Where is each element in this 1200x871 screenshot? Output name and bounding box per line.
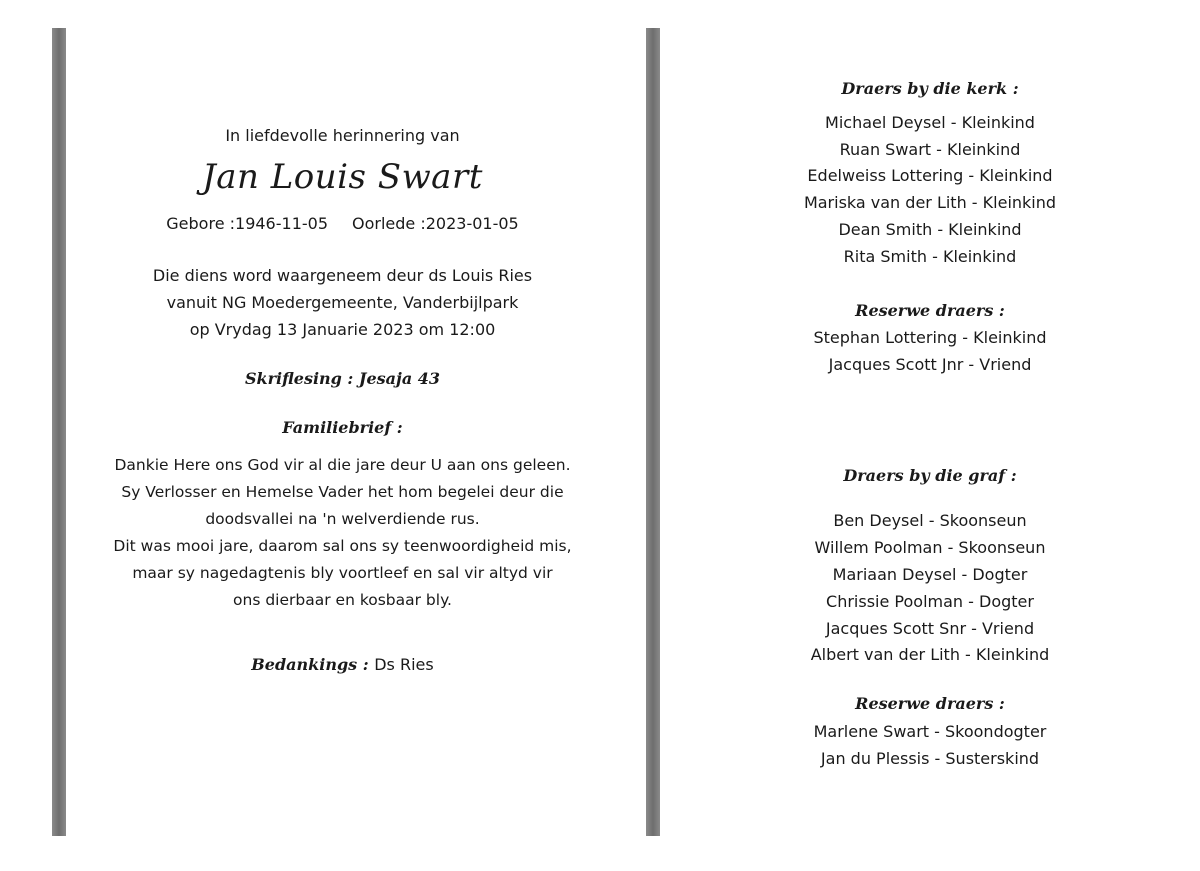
church-reserve-bearer: Stephan Lottering - Kleinkind [813, 328, 1047, 347]
grave-bearer: Jacques Scott Snr - Vriend [825, 619, 1035, 638]
letter-line-6: ons dierbaar en kosbaar bly. [233, 591, 452, 609]
letter-heading: Familiebrief : [282, 418, 403, 437]
born-date: 1946-11-05 [235, 214, 328, 233]
church-reserve-bearer: Jacques Scott Jnr - Vriend [828, 355, 1032, 374]
died-label: Oorlede : [352, 214, 426, 233]
service-line-1: Die diens word waargeneem deur ds Louis Ries [152, 266, 533, 285]
church-bearers-heading: Draers by die kerk : [841, 79, 1019, 98]
grave-reserve-heading: Reserwe draers : [855, 694, 1005, 713]
church-bearer: Ruan Swart - Kleinkind [839, 140, 1021, 159]
church-bearer: Michael Deysel - Kleinkind [825, 113, 1035, 132]
right-page [600, 0, 1200, 871]
born-label: Gebore : [166, 214, 236, 233]
thanks-heading: Bedankings : [251, 655, 375, 674]
grave-reserve-bearer: Marlene Swart - Skoondogter [813, 722, 1047, 741]
letter-line-3: doodsvallei na 'n welverdiende rus. [205, 510, 480, 528]
letter-line-1: Dankie Here ons God vir al die jare deur U aan ons geleen. [114, 456, 571, 474]
church-reserve-heading: Reserwe draers : [855, 301, 1005, 320]
letter-line-2: Sy Verlosser en Hemelse Vader het hom begelei deur die [121, 483, 564, 501]
deceased-name: Jan Louis Swart [202, 157, 483, 197]
grave-bearer: Albert van der Lith - Kleinkind [810, 645, 1050, 664]
church-bearer: Rita Smith - Kleinkind [843, 247, 1017, 266]
thanks-line [85, 655, 600, 675]
service-line-2: vanuit NG Moedergemeente, Vanderbijlpark [166, 293, 519, 312]
grave-bearer: Mariaan Deysel - Dogter [832, 565, 1028, 584]
thanks-value: Ds Ries [374, 655, 434, 674]
grave-bearer: Willem Poolman - Skoonseun [814, 538, 1046, 557]
church-bearer: Edelweiss Lottering - Kleinkind [807, 166, 1053, 185]
grave-reserve-bearer: Jan du Plessis - Susterskind [820, 749, 1040, 768]
church-bearer: Dean Smith - Kleinkind [838, 220, 1022, 239]
died-date: 2023-01-05 [425, 214, 519, 233]
intro-text: In liefdevolle herinnering van [225, 126, 460, 145]
dates-line [85, 214, 600, 234]
reading-heading: Skriflesing : Jesaja 43 [244, 369, 441, 388]
letter-line-4: Dit was mooi jare, daarom sal ons sy teenwoordigheid mis, [113, 537, 572, 555]
grave-bearer: Chrissie Poolman - Dogter [826, 592, 1034, 611]
church-bearer: Mariska van der Lith - Kleinkind [803, 193, 1057, 212]
right-decorative-bar [646, 28, 660, 836]
grave-bearers-heading: Draers by die graf : [843, 466, 1017, 485]
grave-bearer: Ben Deysel - Skoonseun [833, 511, 1027, 530]
left-decorative-bar [52, 28, 66, 836]
letter-line-5: maar sy nagedagtenis bly voortleef en sal vir altyd vir [132, 564, 553, 582]
service-line-3: op Vrydag 13 Januarie 2023 om 12:00 [189, 320, 496, 339]
